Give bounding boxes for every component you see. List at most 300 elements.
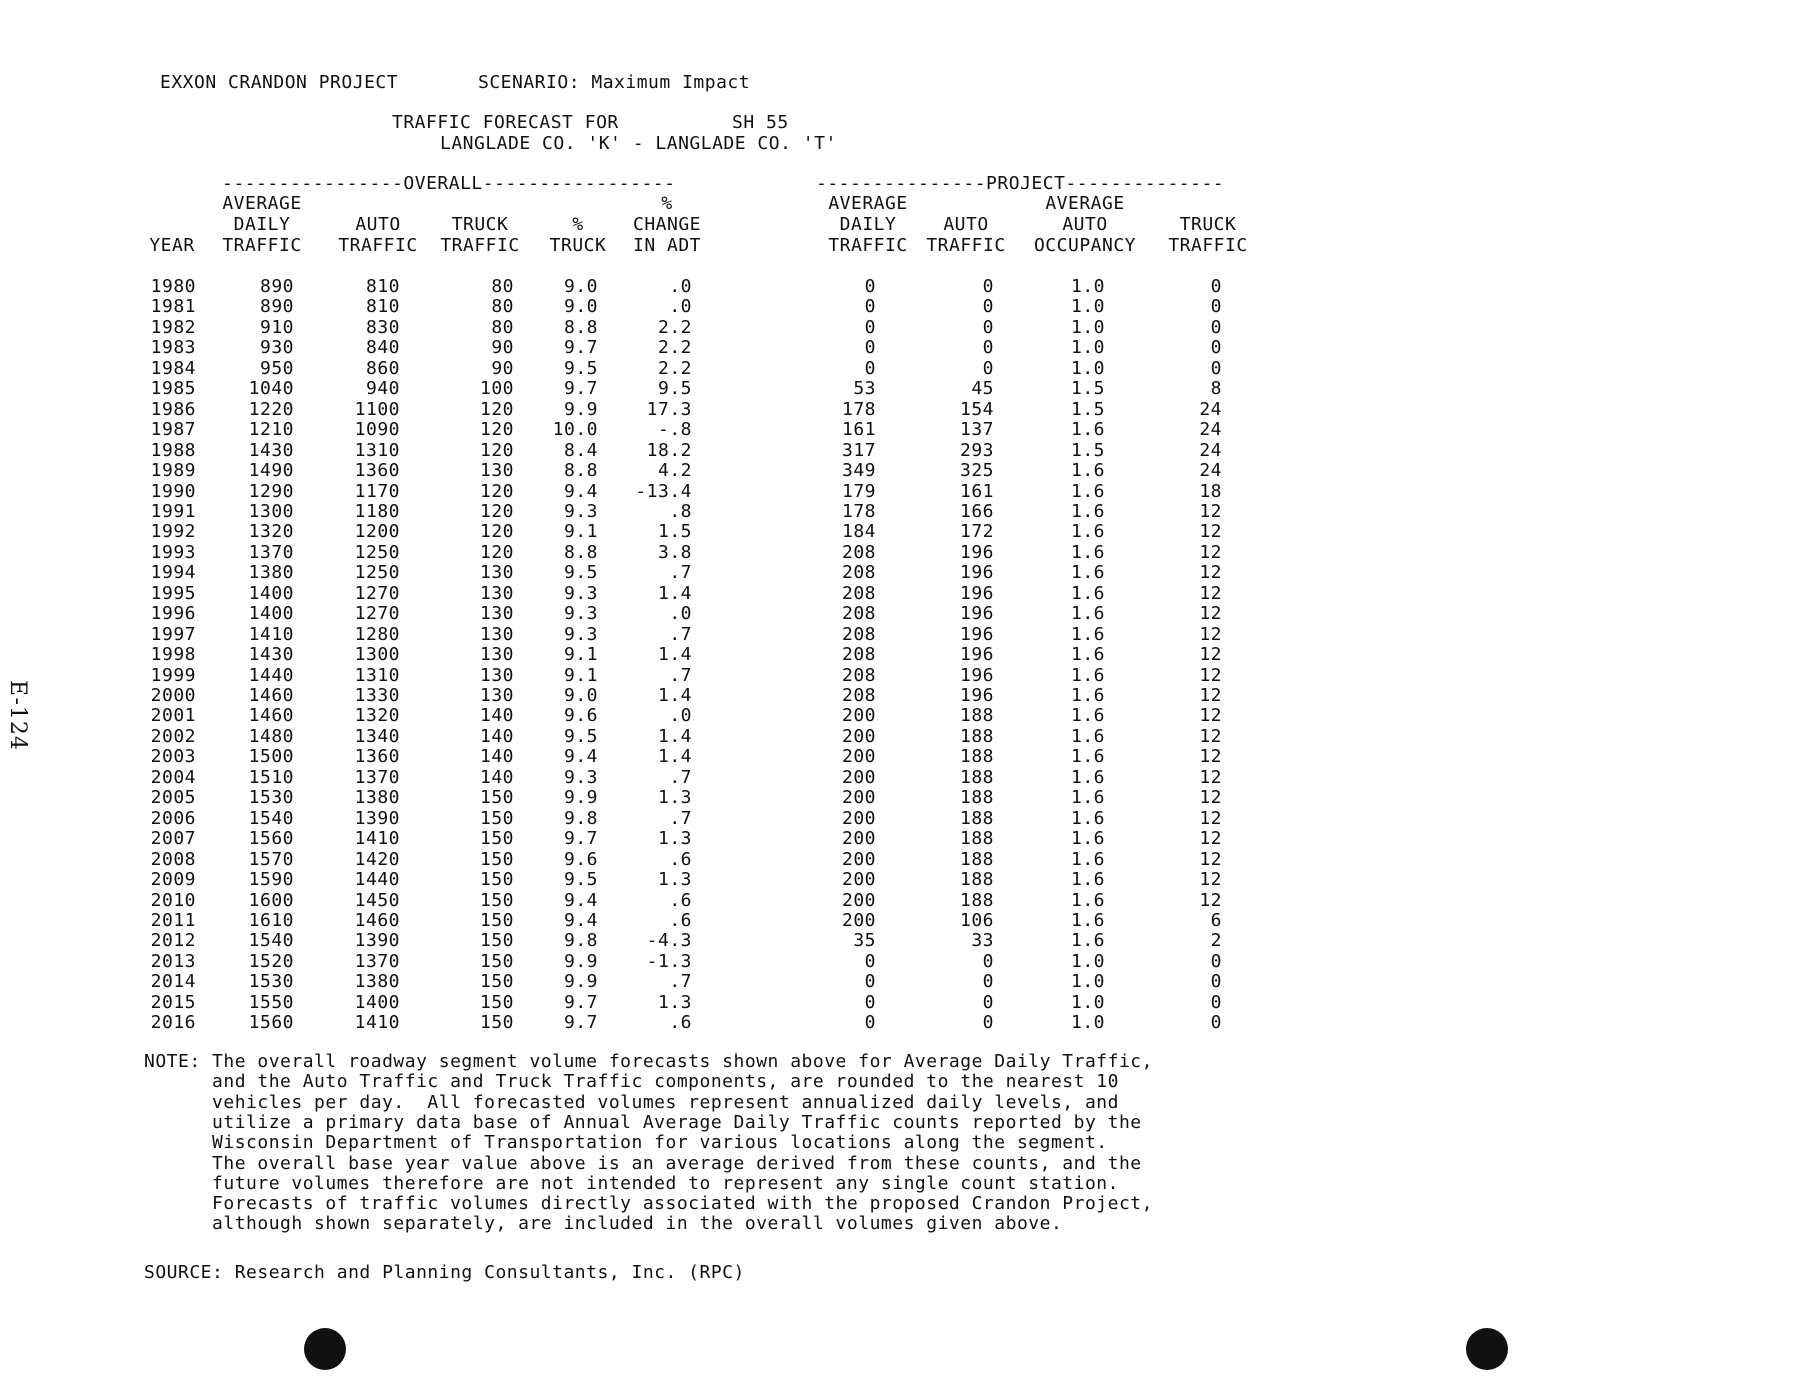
cell-pct-truck: 9.7 (563, 992, 598, 1013)
table-row (0, 746, 1798, 766)
cell-proj-auto-occupancy: 1.6 (1070, 460, 1105, 481)
cell-proj-auto-traffic: 188 (959, 787, 994, 808)
cell-pct-change-adt: 1.4 (657, 644, 692, 665)
cell-pct-change-adt: .6 (669, 1012, 692, 1033)
cell-proj-auto-occupancy: 1.6 (1070, 910, 1105, 931)
cell-truck-traffic: 140 (479, 705, 514, 726)
cell-proj-truck-traffic: 12 (1199, 644, 1222, 665)
cell-pct-change-adt: -1.3 (646, 951, 692, 972)
table-row (0, 869, 1798, 889)
cell-proj-truck-traffic: 0 (1210, 992, 1222, 1013)
cell-auto-traffic: 840 (365, 337, 400, 358)
cell-proj-truck-traffic: 12 (1199, 521, 1222, 542)
cell-pct-change-adt: .7 (669, 767, 692, 788)
cell-proj-truck-traffic: 8 (1210, 378, 1222, 399)
cell-pct-truck: 9.7 (563, 337, 598, 358)
col-header-auto-traffic-line3: TRAFFIC (338, 235, 418, 256)
cell-pct-change-adt: -.8 (657, 419, 692, 440)
note-line: vehicles per day. All forecasted volumes represent annualized daily levels, and (144, 1092, 1119, 1113)
cell-auto-traffic: 1280 (354, 624, 400, 645)
cell-proj-truck-traffic: 24 (1199, 440, 1222, 461)
cell-avg-daily-traffic: 910 (259, 317, 294, 338)
cell-proj-auto-occupancy: 1.6 (1070, 685, 1105, 706)
table-row (0, 767, 1798, 787)
cell-pct-truck: 9.0 (563, 685, 598, 706)
cell-pct-change-adt: .0 (669, 296, 692, 317)
cell-proj-auto-traffic: 172 (959, 521, 994, 542)
cell-proj-avg-daily-traffic: 178 (841, 399, 876, 420)
cell-proj-auto-occupancy: 1.0 (1070, 337, 1105, 358)
cell-proj-auto-traffic: 196 (959, 562, 994, 583)
cell-pct-truck: 9.4 (563, 910, 598, 931)
cell-truck-traffic: 150 (479, 930, 514, 951)
cell-proj-auto-traffic: 196 (959, 583, 994, 604)
table-row (0, 481, 1798, 501)
cell-truck-traffic: 140 (479, 726, 514, 747)
cell-proj-truck-traffic: 12 (1199, 746, 1222, 767)
cell-year: 1993 (150, 542, 196, 563)
cell-pct-change-adt: 17.3 (646, 399, 692, 420)
cell-proj-truck-traffic: 0 (1210, 276, 1222, 297)
cell-avg-daily-traffic: 1530 (248, 971, 294, 992)
cell-pct-change-adt: .7 (669, 562, 692, 583)
cell-pct-change-adt: 2.2 (657, 317, 692, 338)
punch-hole-left (304, 1328, 346, 1370)
cell-proj-truck-traffic: 12 (1199, 869, 1222, 890)
cell-proj-truck-traffic: 0 (1210, 971, 1222, 992)
cell-truck-traffic: 130 (479, 583, 514, 604)
cell-proj-avg-daily-traffic: 200 (841, 869, 876, 890)
table-row (0, 828, 1798, 848)
cell-proj-auto-traffic: 45 (971, 378, 994, 399)
table-row (0, 1012, 1798, 1032)
cell-pct-truck: 9.8 (563, 808, 598, 829)
cell-proj-auto-traffic: 293 (959, 440, 994, 461)
cell-pct-truck: 9.3 (563, 624, 598, 645)
cell-proj-avg-daily-traffic: 208 (841, 583, 876, 604)
cell-year: 2006 (150, 808, 196, 829)
cell-auto-traffic: 1410 (354, 828, 400, 849)
note-line: future volumes therefore are not intended to represent any single count station. (144, 1173, 1119, 1194)
cell-avg-daily-traffic: 1560 (248, 828, 294, 849)
cell-proj-auto-occupancy: 1.6 (1070, 705, 1105, 726)
cell-proj-auto-traffic: 0 (982, 337, 994, 358)
cell-proj-auto-traffic: 188 (959, 849, 994, 870)
cell-proj-auto-occupancy: 1.6 (1070, 726, 1105, 747)
table-row (0, 542, 1798, 562)
cell-auto-traffic: 1320 (354, 705, 400, 726)
cell-proj-auto-traffic: 161 (959, 481, 994, 502)
cell-proj-truck-traffic: 12 (1199, 787, 1222, 808)
cell-avg-daily-traffic: 950 (259, 358, 294, 379)
cell-auto-traffic: 1310 (354, 665, 400, 686)
cell-auto-traffic: 1460 (354, 910, 400, 931)
cell-auto-traffic: 810 (365, 276, 400, 297)
cell-pct-truck: 9.7 (563, 1012, 598, 1033)
cell-year: 1998 (150, 644, 196, 665)
cell-avg-daily-traffic: 1570 (248, 849, 294, 870)
cell-pct-change-adt: 3.8 (657, 542, 692, 563)
cell-proj-auto-occupancy: 1.0 (1070, 1012, 1105, 1033)
cell-avg-daily-traffic: 1530 (248, 787, 294, 808)
cell-proj-avg-daily-traffic: 200 (841, 726, 876, 747)
cell-proj-auto-occupancy: 1.6 (1070, 828, 1105, 849)
cell-pct-truck: 9.6 (563, 849, 598, 870)
cell-auto-traffic: 1170 (354, 481, 400, 502)
col-header-avg-daily-traffic-line1: AVERAGE (222, 193, 302, 214)
cell-truck-traffic: 120 (479, 542, 514, 563)
cell-avg-daily-traffic: 1540 (248, 808, 294, 829)
cell-truck-traffic: 150 (479, 808, 514, 829)
cell-year: 2008 (150, 849, 196, 870)
cell-pct-change-adt: .0 (669, 276, 692, 297)
cell-proj-auto-occupancy: 1.6 (1070, 767, 1105, 788)
cell-avg-daily-traffic: 890 (259, 276, 294, 297)
cell-year: 2009 (150, 869, 196, 890)
cell-pct-change-adt: 1.3 (657, 869, 692, 890)
cell-truck-traffic: 120 (479, 399, 514, 420)
cell-auto-traffic: 1390 (354, 808, 400, 829)
cell-truck-traffic: 130 (479, 624, 514, 645)
cell-pct-truck: 9.1 (563, 665, 598, 686)
cell-pct-change-adt: 2.2 (657, 358, 692, 379)
cell-pct-truck: 9.3 (563, 767, 598, 788)
cell-truck-traffic: 130 (479, 644, 514, 665)
cell-year: 1987 (150, 419, 196, 440)
col-header-proj-auto-occupancy-line2: AUTO (1062, 214, 1108, 235)
cell-proj-truck-traffic: 12 (1199, 583, 1222, 604)
cell-pct-change-adt: .6 (669, 910, 692, 931)
scenario-label: SCENARIO: Maximum Impact (478, 72, 751, 93)
table-row (0, 705, 1798, 725)
cell-pct-truck: 8.8 (563, 317, 598, 338)
cell-avg-daily-traffic: 1380 (248, 562, 294, 583)
cell-proj-auto-occupancy: 1.5 (1070, 440, 1105, 461)
cell-proj-auto-occupancy: 1.6 (1070, 501, 1105, 522)
cell-truck-traffic: 150 (479, 1012, 514, 1033)
cell-pct-change-adt: 2.2 (657, 337, 692, 358)
table-row (0, 624, 1798, 644)
cell-avg-daily-traffic: 1040 (248, 378, 294, 399)
cell-proj-auto-occupancy: 1.6 (1070, 542, 1105, 563)
cell-proj-auto-traffic: 0 (982, 1012, 994, 1033)
cell-truck-traffic: 150 (479, 828, 514, 849)
cell-proj-auto-traffic: 188 (959, 828, 994, 849)
cell-auto-traffic: 1420 (354, 849, 400, 870)
cell-proj-auto-traffic: 137 (959, 419, 994, 440)
cell-proj-avg-daily-traffic: 184 (841, 521, 876, 542)
note-line: although shown separately, are included in the overall volumes given above. (144, 1213, 1063, 1234)
col-header-pct-change-adt-line1: % (661, 193, 673, 214)
cell-year: 2013 (150, 951, 196, 972)
cell-proj-avg-daily-traffic: 0 (864, 951, 876, 972)
cell-year: 2003 (150, 746, 196, 767)
cell-proj-auto-occupancy: 1.6 (1070, 930, 1105, 951)
cell-proj-auto-traffic: 0 (982, 992, 994, 1013)
cell-truck-traffic: 140 (479, 767, 514, 788)
cell-avg-daily-traffic: 1220 (248, 399, 294, 420)
col-header-pct-change-adt-line2: CHANGE (632, 214, 702, 235)
cell-proj-auto-traffic: 188 (959, 767, 994, 788)
cell-proj-avg-daily-traffic: 208 (841, 665, 876, 686)
table-row (0, 644, 1798, 664)
project-group-header: ---------------PROJECT-------------- (816, 173, 1225, 194)
cell-year: 2011 (150, 910, 196, 931)
cell-auto-traffic: 1370 (354, 767, 400, 788)
col-header-auto-traffic-line2: AUTO (355, 214, 401, 235)
cell-proj-auto-traffic: 196 (959, 603, 994, 624)
cell-avg-daily-traffic: 1590 (248, 869, 294, 890)
col-header-pct-truck-line2: % (572, 214, 584, 235)
cell-pct-change-adt: 4.2 (657, 460, 692, 481)
table-row (0, 378, 1798, 398)
cell-auto-traffic: 1370 (354, 951, 400, 972)
cell-pct-truck: 9.3 (563, 583, 598, 604)
cell-proj-truck-traffic: 12 (1199, 603, 1222, 624)
cell-pct-change-adt: .7 (669, 971, 692, 992)
cell-proj-auto-occupancy: 1.6 (1070, 603, 1105, 624)
cell-proj-avg-daily-traffic: 208 (841, 542, 876, 563)
cell-truck-traffic: 80 (491, 276, 514, 297)
cell-proj-auto-occupancy: 1.5 (1070, 399, 1105, 420)
cell-year: 1983 (150, 337, 196, 358)
source-line: SOURCE: Research and Planning Consultants, Inc. (RPC) (144, 1262, 745, 1283)
table-row (0, 521, 1798, 541)
cell-truck-traffic: 150 (479, 890, 514, 911)
cell-proj-auto-traffic: 196 (959, 644, 994, 665)
cell-proj-avg-daily-traffic: 179 (841, 481, 876, 502)
cell-proj-truck-traffic: 12 (1199, 849, 1222, 870)
cell-year: 1981 (150, 296, 196, 317)
cell-proj-auto-traffic: 196 (959, 542, 994, 563)
cell-proj-avg-daily-traffic: 0 (864, 276, 876, 297)
cell-year: 2014 (150, 971, 196, 992)
cell-pct-change-adt: .8 (669, 501, 692, 522)
cell-pct-change-adt: .0 (669, 705, 692, 726)
cell-year: 1991 (150, 501, 196, 522)
cell-proj-avg-daily-traffic: 208 (841, 644, 876, 665)
cell-pct-change-adt: 1.4 (657, 685, 692, 706)
table-row (0, 603, 1798, 623)
cell-proj-avg-daily-traffic: 161 (841, 419, 876, 440)
cell-proj-truck-traffic: 24 (1199, 460, 1222, 481)
cell-pct-truck: 9.9 (563, 399, 598, 420)
table-row (0, 665, 1798, 685)
cell-proj-avg-daily-traffic: 0 (864, 1012, 876, 1033)
col-header-proj-avg-daily-traffic-line3: TRAFFIC (828, 235, 908, 256)
cell-avg-daily-traffic: 1210 (248, 419, 294, 440)
cell-proj-auto-occupancy: 1.6 (1070, 624, 1105, 645)
col-header-truck-traffic-line2: TRUCK (451, 214, 509, 235)
cell-auto-traffic: 1360 (354, 746, 400, 767)
cell-avg-daily-traffic: 1500 (248, 746, 294, 767)
cell-pct-truck: 8.4 (563, 440, 598, 461)
cell-proj-auto-occupancy: 1.6 (1070, 419, 1105, 440)
cell-auto-traffic: 1340 (354, 726, 400, 747)
cell-year: 1995 (150, 583, 196, 604)
table-row (0, 787, 1798, 807)
cell-proj-auto-traffic: 196 (959, 624, 994, 645)
cell-year: 2005 (150, 787, 196, 808)
cell-truck-traffic: 80 (491, 317, 514, 338)
cell-auto-traffic: 1360 (354, 460, 400, 481)
cell-truck-traffic: 120 (479, 521, 514, 542)
cell-avg-daily-traffic: 890 (259, 296, 294, 317)
cell-pct-change-adt: 9.5 (657, 378, 692, 399)
col-header-proj-auto-traffic-line2: AUTO (943, 214, 989, 235)
cell-avg-daily-traffic: 1300 (248, 501, 294, 522)
cell-proj-auto-traffic: 196 (959, 665, 994, 686)
cell-truck-traffic: 150 (479, 787, 514, 808)
cell-proj-auto-traffic: 188 (959, 746, 994, 767)
cell-proj-truck-traffic: 12 (1199, 828, 1222, 849)
cell-proj-avg-daily-traffic: 0 (864, 337, 876, 358)
cell-proj-avg-daily-traffic: 200 (841, 910, 876, 931)
cell-avg-daily-traffic: 1460 (248, 705, 294, 726)
table-row (0, 276, 1798, 296)
cell-proj-truck-traffic: 12 (1199, 562, 1222, 583)
cell-proj-truck-traffic: 12 (1199, 890, 1222, 911)
cell-pct-change-adt: .7 (669, 808, 692, 829)
cell-proj-auto-traffic: 166 (959, 501, 994, 522)
cell-year: 1994 (150, 562, 196, 583)
cell-auto-traffic: 1330 (354, 685, 400, 706)
cell-proj-truck-traffic: 24 (1199, 419, 1222, 440)
cell-pct-change-adt: 1.3 (657, 828, 692, 849)
cell-avg-daily-traffic: 1400 (248, 583, 294, 604)
col-header-pct-change-adt-line3: IN ADT (632, 235, 702, 256)
cell-pct-truck: 9.9 (563, 951, 598, 972)
cell-proj-auto-traffic: 188 (959, 726, 994, 747)
cell-pct-change-adt: -13.4 (635, 481, 692, 502)
cell-proj-avg-daily-traffic: 53 (853, 378, 876, 399)
cell-proj-auto-traffic: 33 (971, 930, 994, 951)
col-header-proj-auto-occupancy-line1: AVERAGE (1045, 193, 1125, 214)
cell-proj-avg-daily-traffic: 0 (864, 971, 876, 992)
cell-pct-change-adt: 1.5 (657, 521, 692, 542)
table-row (0, 951, 1798, 971)
cell-truck-traffic: 100 (479, 378, 514, 399)
cell-proj-truck-traffic: 0 (1210, 337, 1222, 358)
cell-avg-daily-traffic: 1610 (248, 910, 294, 931)
cell-proj-truck-traffic: 12 (1199, 624, 1222, 645)
cell-truck-traffic: 130 (479, 603, 514, 624)
cell-proj-avg-daily-traffic: 349 (841, 460, 876, 481)
cell-proj-truck-traffic: 0 (1210, 317, 1222, 338)
cell-proj-truck-traffic: 12 (1199, 685, 1222, 706)
cell-proj-auto-occupancy: 1.6 (1070, 644, 1105, 665)
table-row (0, 296, 1798, 316)
cell-proj-avg-daily-traffic: 208 (841, 603, 876, 624)
table-row (0, 849, 1798, 869)
cell-pct-truck: 9.9 (563, 787, 598, 808)
table-row (0, 317, 1798, 337)
cell-pct-change-adt: -4.3 (646, 930, 692, 951)
col-header-proj-avg-daily-traffic-line1: AVERAGE (828, 193, 908, 214)
table-row (0, 562, 1798, 582)
cell-proj-auto-occupancy: 1.6 (1070, 583, 1105, 604)
cell-proj-truck-traffic: 12 (1199, 767, 1222, 788)
cell-auto-traffic: 1410 (354, 1012, 400, 1033)
cell-pct-truck: 9.8 (563, 930, 598, 951)
cell-truck-traffic: 130 (479, 562, 514, 583)
cell-pct-truck: 9.3 (563, 603, 598, 624)
cell-proj-auto-occupancy: 1.6 (1070, 849, 1105, 870)
cell-proj-auto-traffic: 0 (982, 951, 994, 972)
cell-truck-traffic: 120 (479, 501, 514, 522)
cell-proj-truck-traffic: 2 (1210, 930, 1222, 951)
cell-pct-change-adt: 1.4 (657, 583, 692, 604)
cell-proj-auto-traffic: 106 (959, 910, 994, 931)
cell-proj-truck-traffic: 0 (1210, 1012, 1222, 1033)
cell-auto-traffic: 1180 (354, 501, 400, 522)
table-row (0, 910, 1798, 930)
cell-year: 1992 (150, 521, 196, 542)
cell-proj-truck-traffic: 12 (1199, 542, 1222, 563)
cell-pct-change-adt: .7 (669, 624, 692, 645)
cell-proj-auto-occupancy: 1.6 (1070, 481, 1105, 502)
cell-truck-traffic: 90 (491, 358, 514, 379)
cell-pct-truck: 9.7 (563, 378, 598, 399)
cell-auto-traffic: 1200 (354, 521, 400, 542)
project-title: EXXON CRANDON PROJECT (160, 72, 399, 93)
cell-avg-daily-traffic: 1540 (248, 930, 294, 951)
cell-pct-truck: 9.0 (563, 276, 598, 297)
overall-group-header: ----------------OVERALL----------------- (222, 173, 676, 194)
col-header-year-line3: YEAR (149, 235, 195, 256)
cell-proj-truck-traffic: 0 (1210, 358, 1222, 379)
cell-avg-daily-traffic: 1400 (248, 603, 294, 624)
punch-hole-right (1466, 1328, 1508, 1370)
cell-year: 1990 (150, 481, 196, 502)
table-row (0, 460, 1798, 480)
cell-auto-traffic: 1100 (354, 399, 400, 420)
cell-proj-auto-occupancy: 1.6 (1070, 665, 1105, 686)
col-header-avg-daily-traffic-line2: DAILY (233, 214, 291, 235)
cell-avg-daily-traffic: 1510 (248, 767, 294, 788)
cell-proj-auto-occupancy: 1.0 (1070, 296, 1105, 317)
cell-pct-change-adt: .6 (669, 849, 692, 870)
cell-proj-auto-traffic: 0 (982, 317, 994, 338)
cell-pct-truck: 9.1 (563, 644, 598, 665)
cell-avg-daily-traffic: 1460 (248, 685, 294, 706)
table-row (0, 930, 1798, 950)
cell-avg-daily-traffic: 1480 (248, 726, 294, 747)
cell-pct-truck: 9.5 (563, 562, 598, 583)
col-header-pct-truck-line3: TRUCK (549, 235, 607, 256)
col-header-proj-truck-traffic-line3: TRAFFIC (1168, 235, 1248, 256)
cell-avg-daily-traffic: 1290 (248, 481, 294, 502)
cell-truck-traffic: 150 (479, 951, 514, 972)
cell-truck-traffic: 150 (479, 992, 514, 1013)
cell-year: 1989 (150, 460, 196, 481)
table-row (0, 890, 1798, 910)
cell-proj-avg-daily-traffic: 0 (864, 358, 876, 379)
note-line: and the Auto Traffic and Truck Traffic components, are rounded to the nearest 10 (144, 1071, 1119, 1092)
cell-year: 2007 (150, 828, 196, 849)
cell-pct-truck: 9.3 (563, 501, 598, 522)
cell-pct-change-adt: .6 (669, 890, 692, 911)
cell-proj-avg-daily-traffic: 200 (841, 787, 876, 808)
table-row (0, 501, 1798, 521)
cell-proj-auto-occupancy: 1.5 (1070, 378, 1105, 399)
cell-year: 1996 (150, 603, 196, 624)
cell-proj-auto-occupancy: 1.6 (1070, 869, 1105, 890)
cell-truck-traffic: 120 (479, 481, 514, 502)
col-header-proj-auto-occupancy-line3: OCCUPANCY (1033, 235, 1137, 256)
col-header-truck-traffic-line3: TRAFFIC (440, 235, 520, 256)
cell-auto-traffic: 1450 (354, 890, 400, 911)
